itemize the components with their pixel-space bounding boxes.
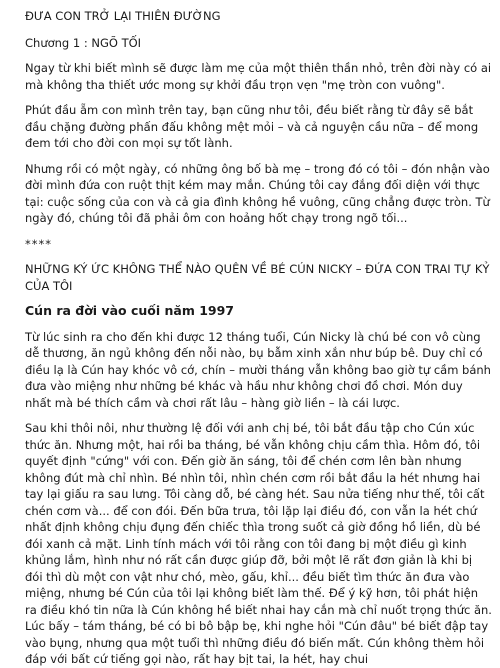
paragraph: Nhưng rồi có một ngày, có những ông bố bà mẹ – trong đó có tôi – đón nhận vào đời mình đứa con ruột thịt kém may mắn. Chúng tôi cay đắng đối diện với thực tại: cuộc sống của con và cả gia đình không hề vuông, cũng chẳng được tròn. Từ ngày đó, chúng tôi đã phải ôm con hoảng hốt chạy trong ngõ tối... (25, 161, 490, 225)
paragraph: Từ lúc sinh ra cho đến khi được 12 tháng tuổi, Cún Nicky là chú bé con vô cùng dễ thương, ăn ngủ không đến nỗi nào, bụ bẫm xinh xắn như búp bê. Duy chỉ có điều lạ là Cún hay khóc vô cớ, chín – mười tháng vẫn không bao giờ tự cầm bánh đưa vào miệng như những bé khác và hầu như không chơi đồ chơi. Món duy nhất mà bé thích cầm và chơi rất lâu – hàng giờ liền – là cái lược. (25, 329, 491, 410)
paragraph: Phút đầu ẵm con mình trên tay, bạn cũng như tôi, đều biết rằng từ đây sẽ bắt đầu chặng đường phấn đấu không mệt mỏi – và cả nguyện cầu nữa – để mong đem tới cho đời con mọi sự tốt lành. (25, 103, 479, 150)
memoir-title: NHỮNG KÝ ỨC KHÔNG THỂ NÀO QUÊN VỀ BÉ CÚN NICKY – ĐỨA CON TRAI TỰ KỶ CỦA TÔI (25, 262, 490, 293)
section-heading: Cún ra đời vào cuối năm 1997 (25, 303, 235, 318)
chapter-heading: Chương 1 : NGÕ TỐI (25, 35, 142, 50)
document-title: ĐƯA CON TRỞ LẠI THIÊN ĐƯỜNG (25, 9, 221, 23)
paragraph: Sau khi thôi nôi, như thường lệ đối với anh chị bé, tôi bắt đầu tập cho Cún xúc thức ăn. Nhưng một, hai rồi ba tháng, bé vẫn không chịu cầm thìa. Hôm đó, tôi quyết định "cứng" với con. Đến giờ ăn sáng, tôi để chén cơm lên bàn nhưng không đút mà chỉ nhìn. Bé nhìn tôi, nhìn chén cơm rồi bắt đầu la hét nhưng hai tay lại giấu ra sau lưng. Tôi càng dỗ, bé càng hét. Sau nửa tiếng như thế, tôi cất chén cơm và... để con đói. Đến bữa trưa, tôi lặp lại điều đó, con vẫn la hét chứ nhất định không chịu đụng đến chiếc thìa trong suốt cả giờ đồng hồ liền, dù bé đói xanh cả mặt. Linh tính mách với tôi rằng con tôi đang bị một điều gì kinh khủng lắm, hình như nó rất cần được giúp đỡ, bởi một lẽ rất đơn giản là khi bị đói thì dù một con vật như chó, mèo, gấu, khỉ... đều biết tìm thức ăn đưa vào miệng, nhưng bé Cún của tôi lại không biết làm thế. Để ý kỹ hơn, tôi phát hiện ra điều khó tin nữa là Cún không hề biết nhai hay cắn mà chỉ nuốt trọng thức ăn. Lúc bấy – tám tháng, bé có bi bô bập bẹ, khi nghe hỏi "Cún đâu" bé biết đập tay vào bụng, nhưng qua một tuổi thì những điều đó biến mất. Cún không thèm hỏi đáp với bất cứ tiếng gọi nào, rất hay bịt tai, la hét, hay chui (25, 421, 492, 666)
paragraph: Ngay từ khi biết mình sẽ được làm mẹ của một thiên thần nhỏ, trên đời này có ai mà không tha thiết ước mong sự khởi đầu trọn vẹn "mẹ tròn con vuông". (25, 61, 492, 92)
section-separator: **** (25, 236, 52, 251)
